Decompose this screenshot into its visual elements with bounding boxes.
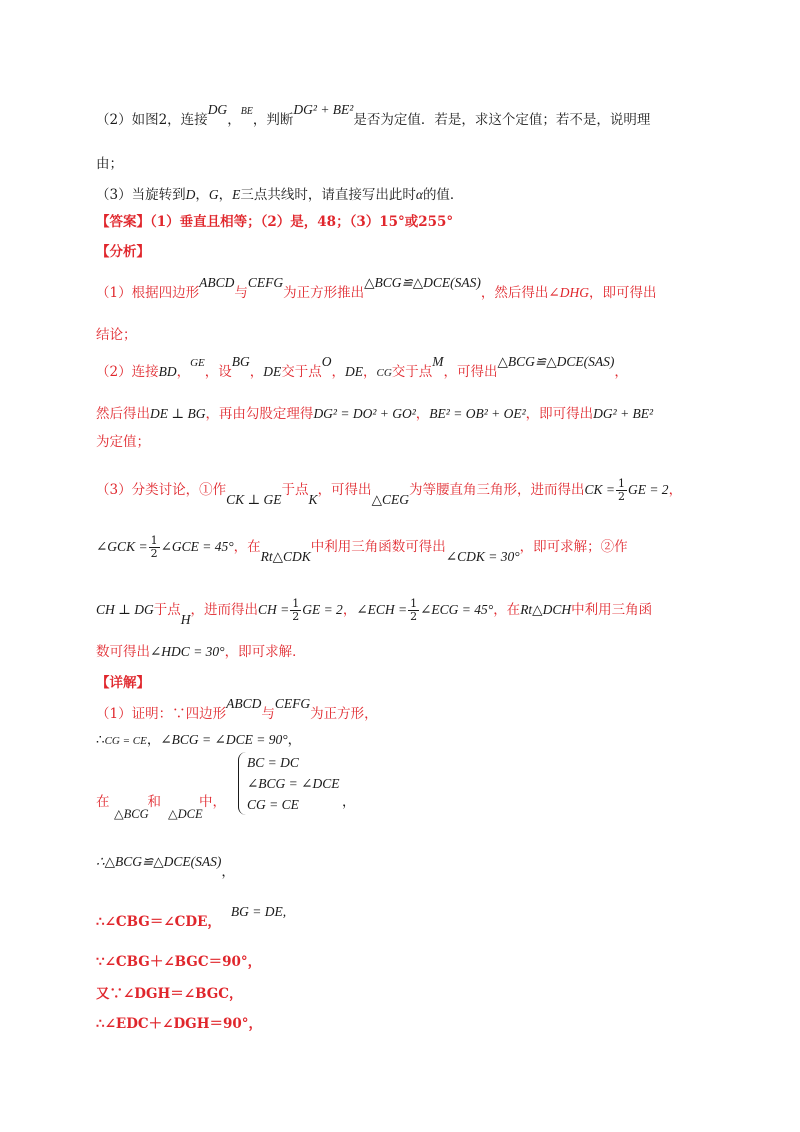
a-p3-j: ，在 [493, 602, 521, 619]
a-p3-perp2: CH ⊥ DG [96, 602, 154, 618]
analysis-p2-line3 [96, 430, 720, 450]
a-p2-k: 为定值； [96, 434, 150, 450]
a-p2-e: ，可得出 [443, 364, 498, 380]
d-l7: 又∵∠DGH＝∠BGC， [96, 986, 243, 1002]
q3-text-mid: 三点共线时，请直接写出此时 [240, 187, 416, 203]
system-eq-1: BC = DC [247, 755, 299, 770]
a-p2-bd: BD [158, 364, 177, 379]
a-p2-c3: ， [331, 364, 346, 380]
a-p3-frac3-den: 2 [292, 610, 300, 624]
answer-label: 【答案】 [96, 214, 150, 230]
a-p3-k: K [308, 492, 318, 508]
answer-line [96, 210, 720, 230]
q2-text-cont: 由； [96, 156, 123, 172]
a-p3-e: ，在 [233, 539, 261, 556]
a-p3-b: 于点 [281, 482, 309, 499]
a-p3-i: ，进而得出 [190, 602, 258, 619]
a-p3-frac2-den: 2 [150, 547, 158, 561]
d-l3-zhong: 中， [199, 794, 226, 810]
d-l1-c: 为正方形， [310, 706, 378, 722]
q3-point-g: G [208, 187, 219, 202]
a-p2-b: ，设 [204, 364, 232, 380]
equation-system [238, 752, 339, 815]
detail-line-5 [96, 904, 720, 930]
a-p3-l: 数可得出 [96, 644, 150, 660]
a-p2-m: M [432, 354, 444, 369]
a-p3-frac4-den: 2 [410, 610, 418, 624]
d-l2-a: ∴ [96, 732, 105, 748]
d-l2-c: ， [287, 732, 302, 748]
d-l1-abcd: ABCD [226, 696, 262, 711]
a-p2-cg: CG [376, 367, 392, 379]
d-l3-tri1: △BCG [114, 807, 149, 821]
a-p3-rt2: Rt△DCH [520, 602, 572, 618]
a-p3-g: ，即可求解；②作 [519, 539, 628, 556]
a-p3-c2: ， [342, 602, 357, 619]
a-p2-f: ， [614, 364, 628, 380]
question-2-continued [96, 152, 720, 172]
d-l2-b: ， [146, 732, 161, 748]
a-p3-gck: ∠GCK = [96, 539, 148, 555]
a-p2-bg: BG [231, 354, 250, 369]
a-p2-de2: DE [345, 364, 364, 379]
a-p3-frac1 [616, 478, 627, 503]
q3-point-e: E [232, 187, 241, 202]
q3-point-d: D [185, 187, 196, 202]
d-l3-end: ， [342, 794, 356, 810]
a-p3-frac3 [290, 598, 301, 623]
a-p2-g: 然后得出 [96, 406, 150, 422]
a-p3-gce: ∠GCE = 45° [160, 539, 234, 555]
d-l5-a: ∴∠CBG＝∠CDE， [96, 914, 221, 930]
analysis-p3-line4 [96, 640, 720, 660]
q2-dg: DG [207, 102, 228, 117]
a-p1-cong: △BCG≌△DCE(SAS) [364, 275, 481, 290]
a-p3-h: 于点 [153, 602, 181, 619]
a-p3-cdk: ∠CDK = 30° [445, 549, 520, 565]
d-l3-zai: 在 [96, 794, 110, 810]
a-p3-ge3: GE = 2 [302, 602, 343, 618]
detail-line-7 [96, 982, 720, 1002]
q3-text-post: 的值． [422, 187, 464, 203]
a-p3-frac1-num: 1 [617, 477, 625, 490]
a-p2-eq1: DG² = DO² + GO² [313, 406, 416, 421]
a-p3-c: ，可得出 [317, 482, 372, 499]
analysis-label-text: 【分析】 [96, 244, 150, 260]
question-2-line [96, 102, 720, 128]
detail-line-1 [96, 696, 720, 722]
a-p3-ck: CK = [584, 482, 615, 498]
analysis-p3-line1 [96, 477, 720, 508]
a-p3-ech: ∠ECH = [356, 602, 408, 618]
system-eq-3: CG = CE [247, 797, 299, 812]
detail-line-2 [96, 728, 720, 748]
q2-text-mid: ，判断 [252, 112, 294, 128]
q2-expression: DG² + BE² [293, 102, 354, 117]
analysis-label [96, 240, 720, 260]
question-3-line: （3）当旋转到D，G，E三点共线时，请直接写出此时α的值． [96, 187, 464, 203]
a-p2-d: 交于点 [391, 364, 433, 380]
a-p2-c1: ， [176, 364, 191, 380]
a-p2-cong: △BCG≌△DCE(SAS) [497, 354, 615, 369]
a-p3-m: ，即可求解． [224, 644, 306, 660]
analysis-p1-line1 [96, 275, 720, 301]
detail-label [96, 671, 720, 691]
detail-line-4 [96, 850, 720, 880]
d-l5-b: BG = DE, [230, 904, 287, 919]
a-p3-k2: 中利用三角函 [571, 602, 653, 619]
a-p3-frac1-den: 2 [617, 490, 625, 504]
a-p3-hpt: H [180, 612, 191, 628]
a-p3-f: 中利用三角函数可得出 [310, 539, 446, 556]
a-p3-frac2 [149, 535, 160, 560]
d-l3-he: 和 [147, 794, 161, 810]
d-l1-cefg: CEFG [274, 696, 311, 711]
d-l3-tri2: △DCE [168, 807, 203, 821]
a-p2-i: ， [415, 406, 430, 422]
a-p3-frac2-num: 1 [150, 534, 158, 547]
analysis-p1-line2 [96, 323, 720, 343]
a-p1-a: （1）根据四边形 [96, 285, 200, 301]
q2-text-post: 是否为定值．若是，求这个定值；若不是，说明理 [353, 112, 651, 128]
a-p2-a: （2）连接 [96, 364, 159, 380]
a-p2-perp: DE ⊥ BG [150, 406, 206, 421]
d-l4-b: ， [221, 864, 235, 880]
d-l1-a: （1）证明：∵四边形 [96, 706, 227, 722]
q2-text-pre: （2）如图2，连接 [96, 112, 208, 128]
q3-text-pre: （3）当旋转到 [96, 187, 186, 203]
d-l1-b: 与 [261, 706, 275, 722]
a-p1-cefg: CEFG [247, 275, 284, 290]
a-p3-ecg: ∠ECG = 45° [420, 602, 494, 618]
a-p3-d: 为等腰直角三角形，进而得出 [408, 482, 585, 499]
a-p3-rt1: Rt△CDK [260, 549, 311, 565]
detail-line-8 [96, 1012, 720, 1032]
analysis-p3-line3 [96, 597, 720, 628]
a-p3-tri: △CEG [371, 492, 409, 508]
q3-alpha: α [415, 187, 423, 202]
d-l4-a: ∴△BCG≌△DCE(SAS) [96, 854, 222, 869]
detail-label-text: 【详解】 [96, 675, 150, 691]
d-l2-angles: ∠BCG = ∠DCE = 90° [160, 732, 288, 747]
a-p3-hdc: ∠HDC = 30° [150, 644, 225, 659]
a-p3-ch: CH = [257, 602, 290, 618]
analysis-p2-line2 [96, 402, 720, 422]
q2-comma: ， [227, 112, 241, 128]
a-p3-a: （3）分类讨论，①作 [96, 482, 227, 499]
detail-line-6 [96, 950, 720, 970]
a-p1-c: 为正方形推出 [283, 285, 365, 301]
analysis-p3-line2 [96, 534, 720, 565]
a-p2-c2: ， [249, 364, 264, 380]
answer-text: （1）垂直且相等；（2）是，48；（3）15°或255° [150, 214, 454, 230]
a-p3-frac3-num: 1 [292, 597, 300, 610]
system-eq-2: ∠BCG = ∠DCE [247, 776, 340, 791]
a-p1-e: ，即可得出 [588, 285, 657, 301]
d-l6: ∵∠CBG＋∠BGC＝90°， [96, 954, 262, 970]
a-p1-abcd: ABCD [199, 275, 235, 290]
a-p3-ge2: GE = 2 [627, 482, 669, 498]
d-l2-cgce: CG = CE [104, 735, 147, 747]
a-p3-perp1: CK ⊥ GE [226, 492, 282, 508]
a-p3-comma: ， [668, 482, 683, 499]
a-p2-eq3: DG² + BE² [593, 406, 654, 421]
q2-be: BE [240, 106, 253, 117]
a-p1-f: 结论； [96, 327, 137, 343]
a-p2-c4: ， [363, 364, 377, 380]
a-p2-h: ，再由勾股定理得 [205, 406, 314, 422]
a-p1-b: 与 [234, 285, 248, 301]
a-p1-dhg: ∠DHG [548, 285, 589, 300]
a-p2-de: DE [263, 364, 282, 379]
analysis-p2-line1 [96, 354, 720, 380]
d-l8: ∴∠EDC＋∠DGH＝90°， [96, 1016, 262, 1032]
a-p2-j: ，即可得出 [525, 406, 594, 422]
a-p2-ge: GE [190, 357, 205, 369]
a-p2-o: O [321, 354, 332, 369]
a-p2-c: 交于点 [281, 364, 322, 380]
a-p3-frac4 [408, 598, 419, 623]
a-p1-d: ，然后得出 [480, 285, 549, 301]
a-p3-frac4-num: 1 [410, 597, 418, 610]
a-p2-eq2: BE² = OB² + OE² [429, 406, 526, 421]
